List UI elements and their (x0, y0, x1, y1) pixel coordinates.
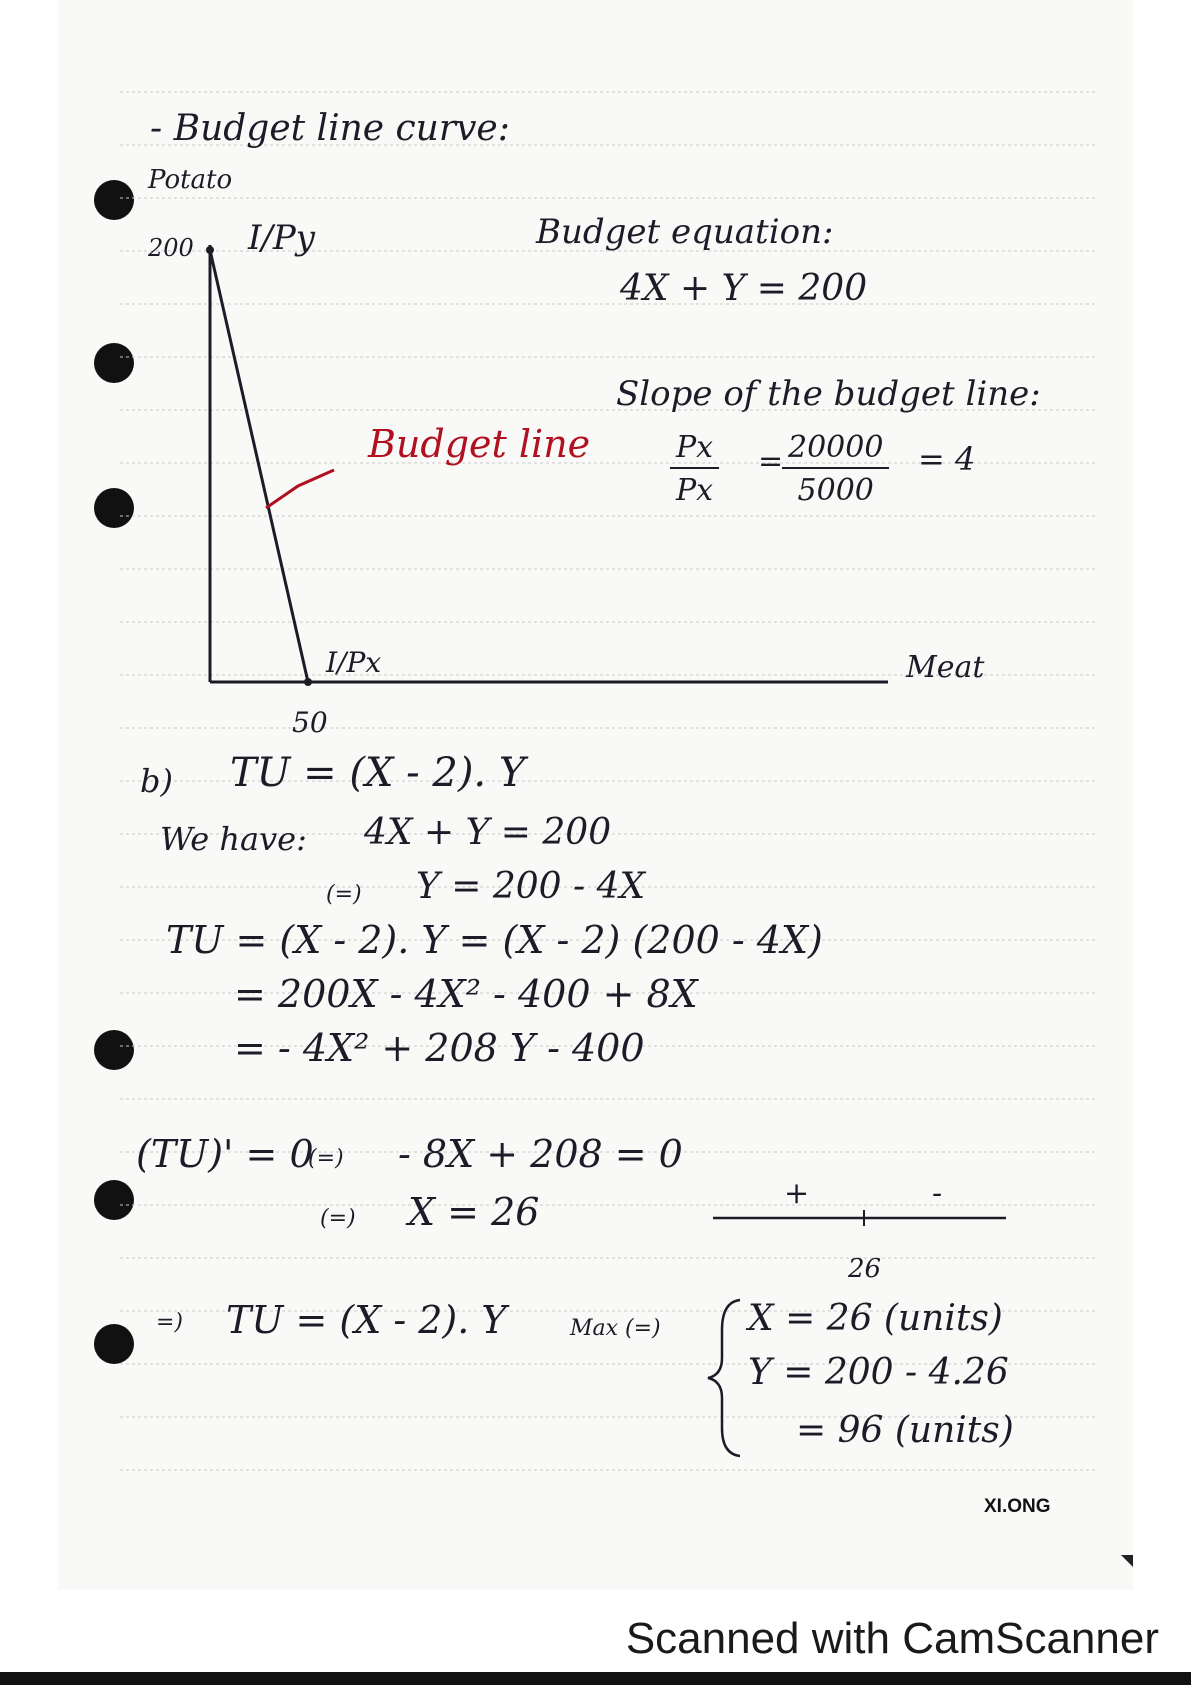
notebook-page (58, 0, 1133, 1590)
tu-simplified: = - 4X² + 208 Y - 400 (234, 1026, 645, 1070)
tu-max-expression: TU = (X - 2). Y (226, 1298, 507, 1342)
section-heading: - Budget line curve: (150, 108, 510, 149)
slope-title: Slope of the budget line: (616, 374, 1041, 414)
fraction-denominator: 5000 (797, 473, 874, 508)
derivative-equation: - 8X + 208 = 0 (398, 1132, 683, 1176)
fraction-denominator: Px (676, 473, 714, 508)
tu-substitution: TU = (X - 2). Y = (X - 2) (200 - 4X) (166, 918, 823, 962)
max-label: Max (=) (570, 1316, 661, 1341)
budget-line-pointer (266, 470, 334, 508)
slope-result: = 4 (918, 440, 976, 478)
budget-equation-title: Budget equation: (536, 212, 834, 252)
budget-line (210, 250, 308, 682)
y-expression: Y = 200 - 4X (416, 866, 646, 907)
x-axis-label: Meat (906, 650, 985, 685)
sign-plus: + (784, 1176, 810, 1211)
y-intercept-value: 200 (148, 234, 194, 262)
slope-fraction-prices (670, 430, 719, 508)
part-b-label: b) (140, 762, 173, 800)
derivative-condition: (TU)' = 0 (136, 1132, 314, 1176)
y-axis-label: Potato (148, 165, 233, 195)
fraction-numerator: Px (670, 430, 719, 469)
implies-symbol: (=) (320, 1206, 356, 1231)
sign-point-label: 26 (848, 1254, 882, 1284)
x-intercept-label: I/Px (326, 646, 382, 679)
x-intercept-value: 50 (292, 706, 328, 739)
x-optimal: X = 26 (units) (748, 1298, 1003, 1339)
sign-minus: - (932, 1176, 943, 1211)
scanner-footer: Scanned with CamScanner (625, 1614, 1159, 1663)
y-intercept-point (206, 246, 214, 254)
tu-definition: TU = (X - 2). Y (230, 750, 526, 796)
we-have-label: We have: (160, 820, 307, 858)
y-calculation: Y = 200 - 4.26 (748, 1352, 1009, 1393)
signature: XI.ONG (984, 1496, 1051, 1517)
bottom-edge-bar (0, 1672, 1191, 1685)
y-optimal: = 96 (units) (796, 1410, 1014, 1451)
corner-mark (1121, 1555, 1133, 1567)
tu-expansion: = 200X - 4X² - 400 + 8X (234, 972, 698, 1016)
y-intercept-label: I/Py (248, 218, 315, 258)
critical-point: X = 26 (408, 1190, 540, 1234)
x-intercept-point (304, 678, 312, 686)
budget-constraint: 4X + Y = 200 (364, 812, 612, 853)
budget-line-label: Budget line (368, 422, 591, 466)
conclusion-arrow: =) (156, 1310, 184, 1335)
fraction-numerator: 20000 (782, 430, 889, 469)
implies-symbol: (=) (326, 882, 362, 907)
brace (708, 1300, 740, 1456)
slope-fraction-values (782, 430, 889, 508)
implies-symbol: (=) (308, 1146, 344, 1171)
budget-equation: 4X + Y = 200 (620, 268, 868, 309)
slope-equals: = (758, 444, 784, 479)
